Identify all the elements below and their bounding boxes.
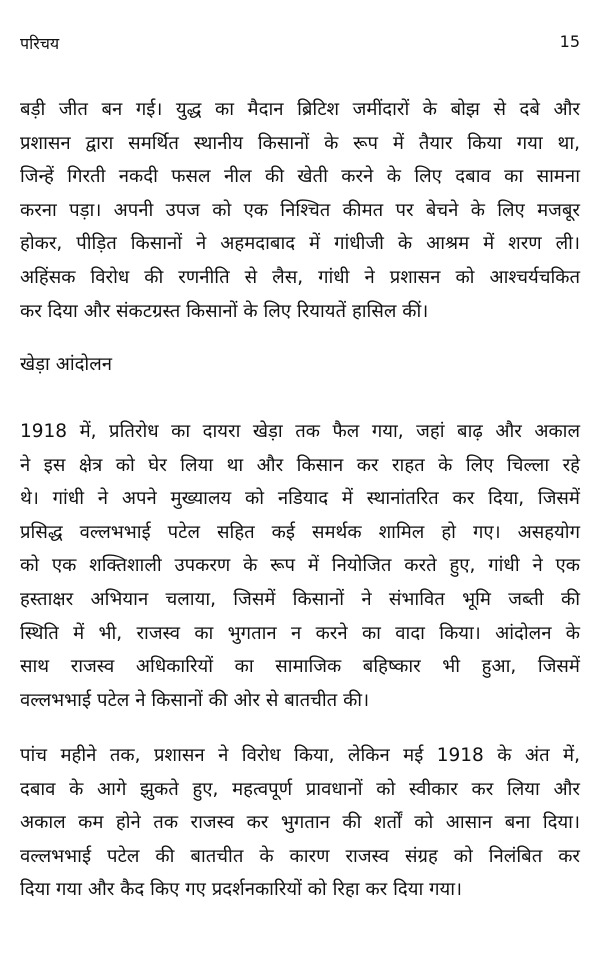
text-line: को एक शक्तिशाली उपकरण के रूप में नियोजित करते हुए, गांधी ने एक	[20, 555, 580, 577]
text-line: दिया गया और कैद किए गए प्रदर्शनकारियों को रिहा कर दिया गया।	[20, 879, 463, 901]
text-line: प्रसिद्ध वल्लभभाई पटेल सहित कई समर्थक शामिल हो गए। असहयोग	[20, 521, 580, 543]
text-line: बड़ी जीत बन गई। युद्ध का मैदान ब्रिटिश जमींदारों के बोझ से दबे और	[20, 99, 580, 120]
page-number: 15	[559, 32, 580, 51]
text-line: थे। गांधी ने अपने मुख्यालय को नडियाद में स्थानांतरित कर दिया, जिसमें	[20, 488, 580, 510]
text-line: जिन्हें गिरती नकदी फसल नील की खेती करने के लिए दबाव का सामना	[20, 166, 580, 188]
text-line: प्रशासन द्वारा समर्थित स्थानीय किसानों के रूप में तैयार किया गया था,	[20, 132, 580, 154]
text-line: पांच महीने तक, प्रशासन ने विरोध किया, लेकिन मई 1918 के अंत में,	[20, 745, 580, 766]
text-line: साथ राजस्व अधिकारियों का सामाजिक बहिष्कार भी हुआ, जिसमें	[20, 656, 580, 678]
text-line: कर दिया और संकटग्रस्त किसानों के लिए रियायतें हासिल कीं।	[20, 300, 429, 322]
text-line: वल्लभभाई पटेल की बातचीत के कारण राजस्व संग्रह को निलंबित कर	[20, 845, 580, 867]
text-line: अकाल कम होने तक राजस्व कर भुगतान की शर्तों को आसान बना दिया।	[20, 812, 580, 834]
text-line: 1918 में, प्रतिरोध का दायरा खेड़ा तक फैल गया, जहां बाढ़ और अकाल	[20, 421, 580, 442]
text-line: दबाव के आगे झुकते हुए, महत्वपूर्ण प्रावधानों को स्वीकार कर लिया और	[20, 778, 580, 800]
section-heading: खेड़ा आंदोलन	[20, 354, 113, 375]
text-line: अहिंसक विरोध की रणनीति से लैस, गांधी ने प्रशासन को आश्चर्यचकित	[20, 267, 580, 288]
text-line: ने इस क्षेत्र को घेर लिया था और किसान कर राहत के लिए चिल्ला रहे	[20, 454, 580, 476]
text-line: करना पड़ा। अपनी उपज को एक निश्चित कीमत पर बेचने के लिए मजबूर	[20, 199, 580, 221]
text-line: हस्ताक्षर अभियान चलाया, जिसमें किसानों ने संभावित भूमि जब्ती की	[20, 589, 580, 610]
text-line: होकर, पीड़ित किसानों ने अहमदाबाद में गांधीजी के आश्रम में शरण ली।	[20, 233, 580, 255]
running-header-section: परिचय	[20, 34, 60, 53]
text-line: स्थिति में भी, राजस्व का भुगतान न करने का वादा किया। आंदोलन के	[20, 622, 580, 644]
text-line: वल्लभभाई पटेल ने किसानों की ओर से बातचीत की।	[20, 689, 370, 711]
